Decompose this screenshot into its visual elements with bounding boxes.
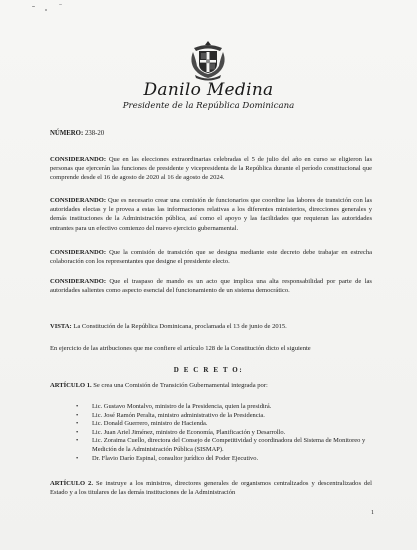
list-item <box>76 455 372 464</box>
considerando-text: Que es necesario crear una comisión de funcionarios que coordine las labores de transición con las autoridades electas y le provea a estas las informaciones relativas a los diferentes ministerios, direcciones generales y demás instituciones de la Administración pública, así como el apoyo y las facilidades que requieran las autoridades entrantes para un efectivo comienzo del nuevo ejercicio gubernamental. <box>50 197 372 232</box>
bullet-icon: • <box>76 420 79 428</box>
articulo-2-paragraph <box>50 479 372 497</box>
decreto-heading: D E C R E T O: <box>173 366 244 374</box>
considerando-label: CONSIDERANDO: <box>50 156 107 163</box>
considerando-label: CONSIDERANDO: <box>50 278 107 285</box>
member-text: Lic. Juan Ariel Jiménez, ministro de Economía, Planificación y Desarrollo. <box>92 428 286 436</box>
considerando-paragraph <box>50 248 372 266</box>
scan-speck <box>45 9 47 11</box>
vista-paragraph <box>50 322 372 331</box>
vista-text: La Constitución de la República Dominicana, proclamada el 13 de junio de 2015. <box>73 323 287 330</box>
page-number: 1 <box>371 510 374 516</box>
bullet-icon: • <box>76 411 79 419</box>
articulo-2-text: Se instruye a los ministros, directores generales de organismos centralizados y descentralizados del Estado y a los titulares de las demás instituciones de la Administración <box>50 480 372 497</box>
considerando-paragraph <box>50 277 372 295</box>
considerando-text: Que el traspaso de mando es un acto que implica una alta responsabilidad por parte de las autoridades salientes como aspecto esencial del funcionamiento de un sistema democrático. <box>50 278 372 295</box>
considerando-text: Que en las elecciones extraordinarias celebradas el 5 de julio del año en curso se eligieron las personas que ejercerán las funciones de presidente y vicepresidenta de la República durante el período constitucional que comprende desde el 16 de agosto de 2020 al 16 de agosto de 2024. <box>50 156 372 182</box>
articulo-2-label: ARTÍCULO 2. <box>50 480 93 487</box>
member-text: Lic. José Ramón Peralta, ministro administrativo de la Presidencia. <box>92 411 265 419</box>
scan-speck <box>59 4 62 5</box>
signature-title: Presidente de la República Dominicana <box>122 101 295 111</box>
list-item <box>76 437 372 454</box>
member-text: Lic. Gustavo Montalvo, ministro de la Presidencia, quien la presidirá. <box>92 403 272 410</box>
member-text: Dr. Flavio Darío Espinal, consultor jurídico del Poder Ejecutivo. <box>92 454 259 462</box>
signature-name: Danilo Medina <box>143 80 274 100</box>
member-text: Lic. Donald Guerrero, ministro de Hacienda. <box>92 420 208 428</box>
list-item <box>76 412 372 421</box>
considerando-text: Que la comisión de transición que se designa mediante este decreto debe trabajar en estrecha colaboración con los representantes que designe el presidente electo. <box>50 249 373 266</box>
bullet-icon: • <box>76 428 79 436</box>
ejercicio-paragraph: En ejercicio de las atribuciones que me confiere el artículo 128 de la Constitución dicto el siguiente <box>50 345 311 352</box>
articulo-1-paragraph <box>50 381 372 390</box>
numero-label: NÚMERO: <box>50 130 84 137</box>
considerando-label: CONSIDERANDO: <box>50 197 107 204</box>
considerando-paragraph <box>50 196 372 233</box>
numero-value: 238-20 <box>84 130 105 137</box>
scan-speck <box>32 6 35 7</box>
bullet-icon: • <box>76 454 79 462</box>
commission-member-list <box>76 403 372 463</box>
decree-number <box>50 130 104 137</box>
bullet-icon: • <box>76 403 79 410</box>
coat-of-arms-icon <box>186 38 230 82</box>
vista-label: VISTA: <box>50 323 72 330</box>
list-item <box>76 429 372 438</box>
member-text: Lic. Zoraima Cuello, directora del Consejo de Competitividad y coordinadora del Sistema de Monitoreo y Medición de la Administración Pública (SISMAP). <box>92 437 366 453</box>
articulo-1-text: Se crea una Comisión de Transición Gubernamental integrada por: <box>93 382 268 389</box>
bullet-icon: • <box>76 437 79 445</box>
considerando-label: CONSIDERANDO: <box>50 249 107 256</box>
list-item <box>76 420 372 429</box>
considerando-paragraph <box>50 155 372 183</box>
articulo-1-label: ARTÍCULO 1. <box>50 382 92 389</box>
list-item <box>76 403 372 412</box>
